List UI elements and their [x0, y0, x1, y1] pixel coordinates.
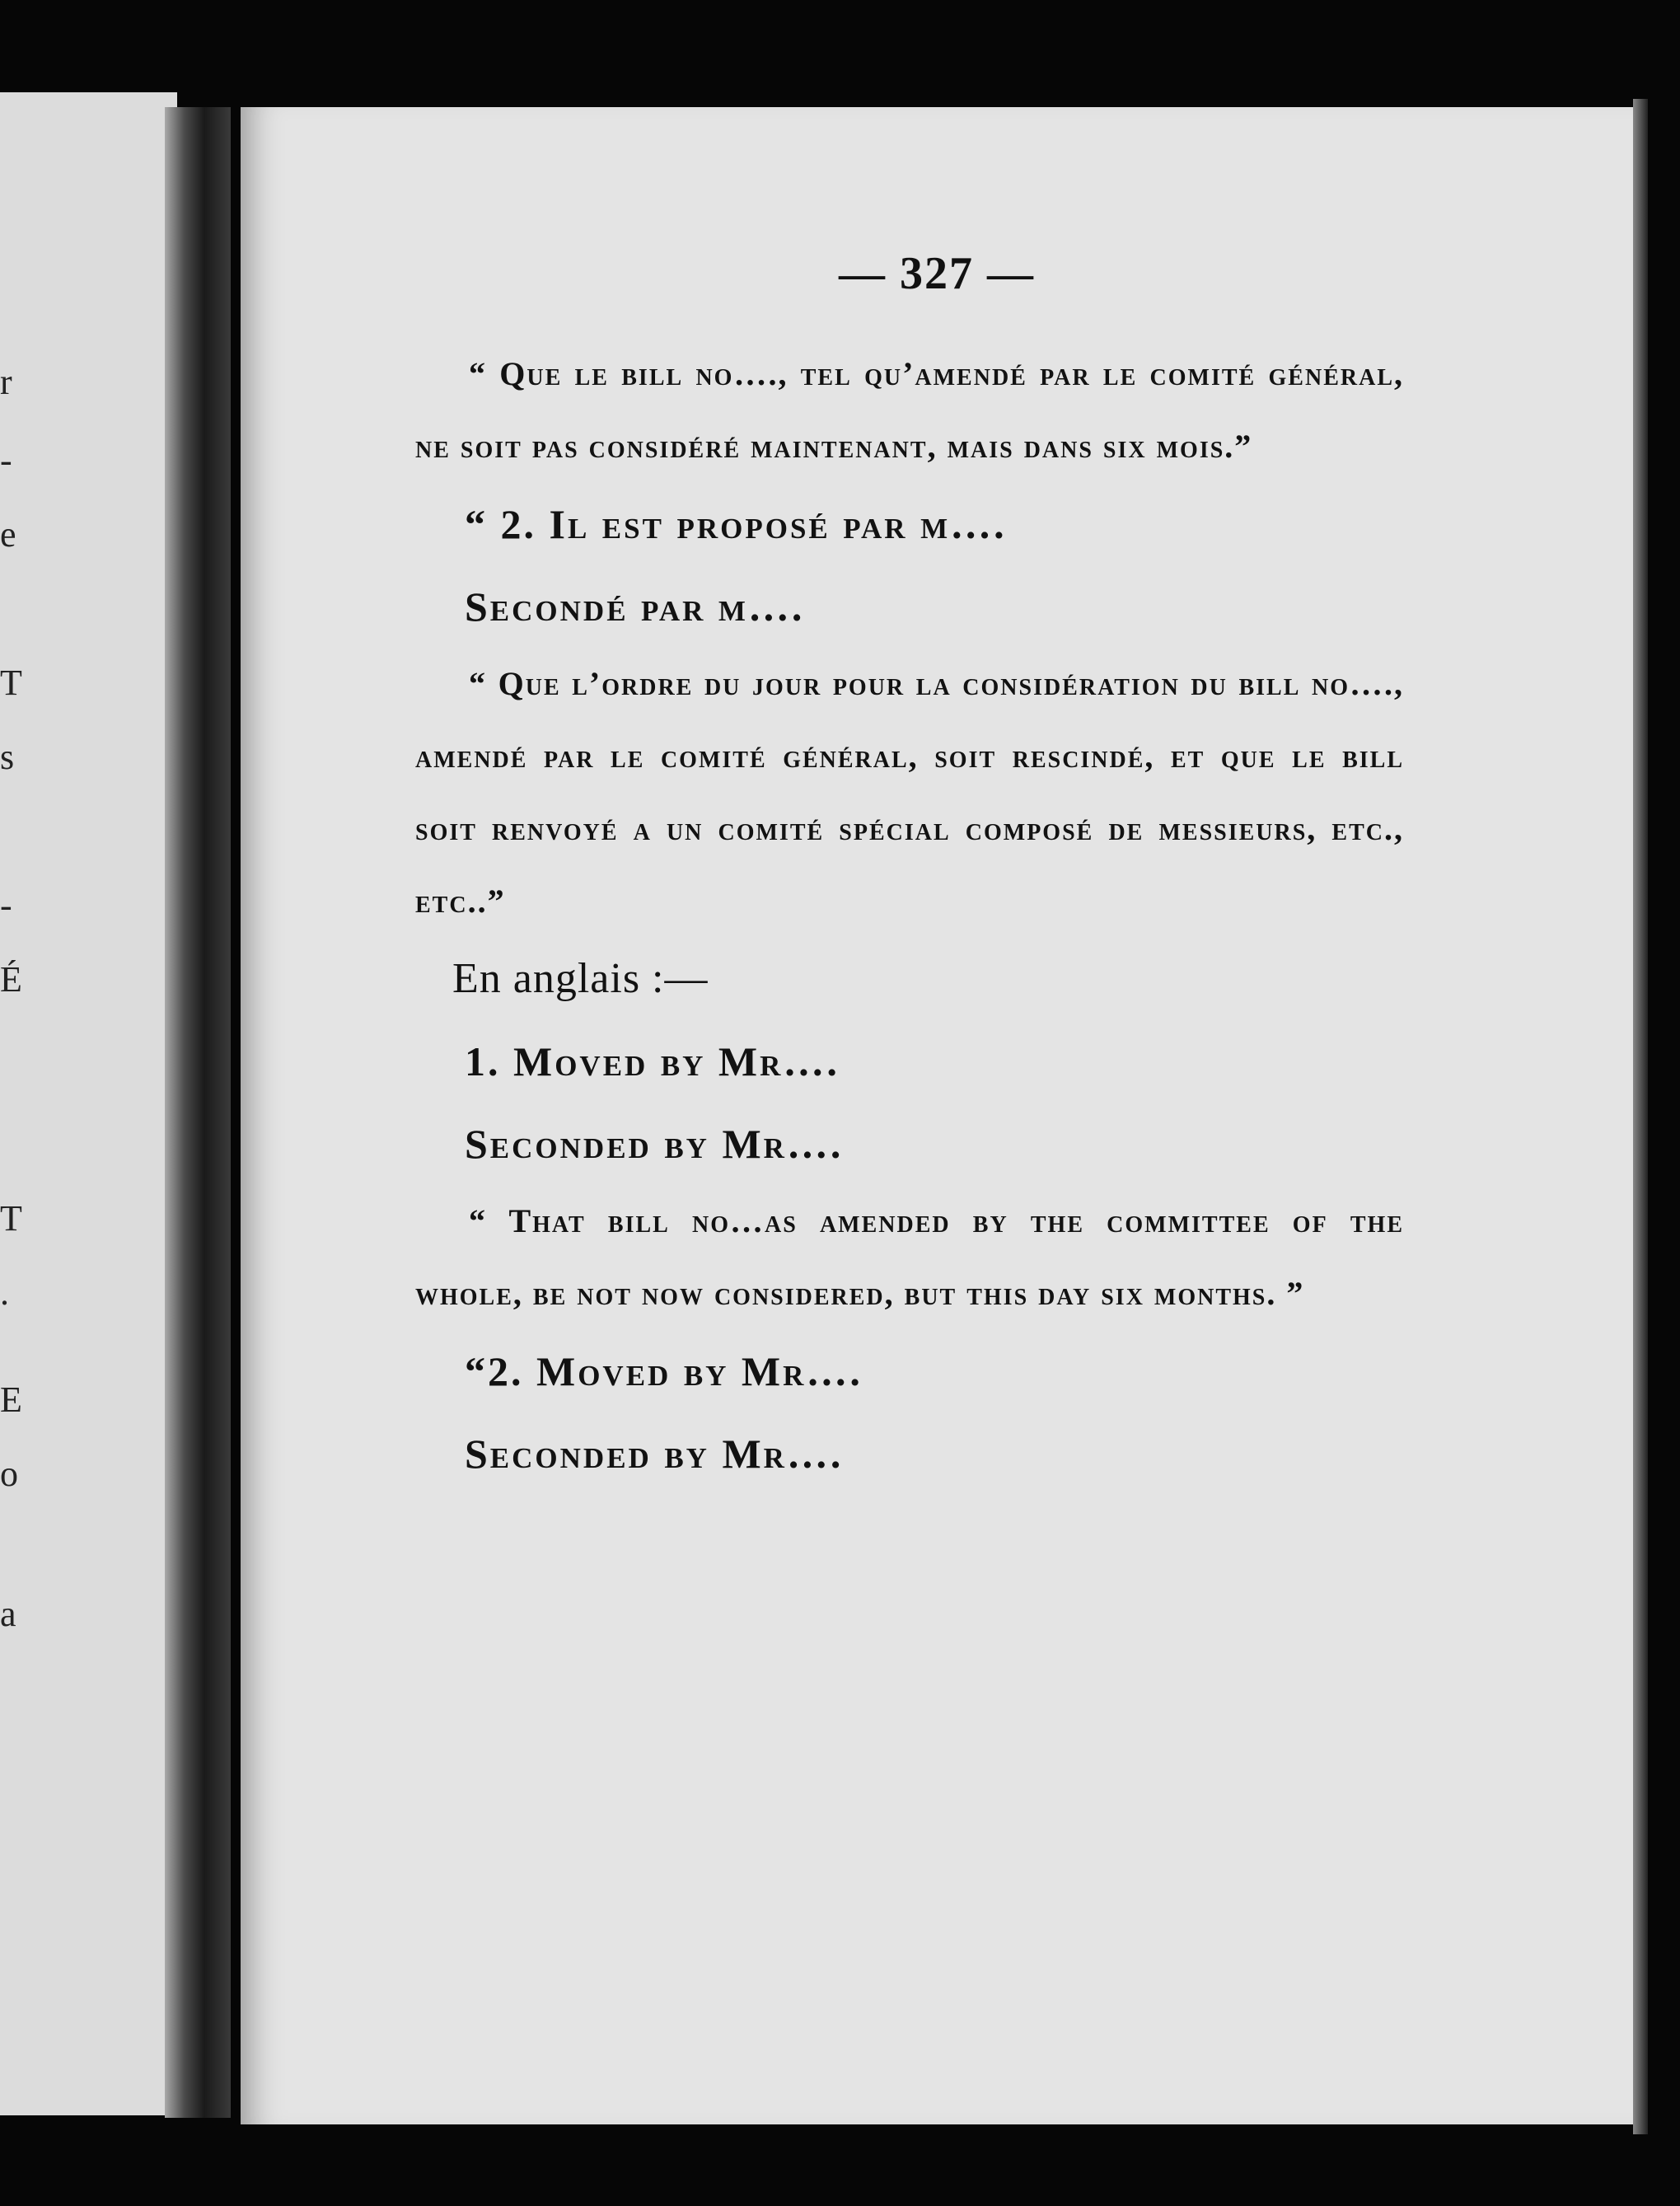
line-en-anglais: En anglais :— [452, 955, 709, 1002]
line-seconded-fr: Secondé par m…. [465, 583, 805, 630]
edge-letter: s [0, 737, 15, 777]
line-moved-2: “2. Moved by Mr…. [465, 1348, 863, 1394]
edge-letter: É [0, 959, 22, 1000]
line-seconded-en-1: Seconded by Mr…. [465, 1121, 844, 1167]
current-page [241, 107, 1633, 2124]
page-number: — 327 — [839, 248, 1035, 299]
edge-letter: - [0, 885, 12, 925]
line-seconded-en-2: Seconded by Mr…. [465, 1431, 844, 1477]
line-proposed-2: “ 2. Il est proposé par m…. [465, 501, 1007, 547]
edge-letter: T [0, 663, 22, 703]
edge-letter: r [0, 362, 12, 402]
edge-letter: E [0, 1379, 22, 1420]
edge-letter: - [0, 440, 12, 480]
line-moved-1: 1. Moved by Mr…. [465, 1038, 840, 1084]
paragraph-french-motion-1: “ Que le bill no…., tel qu’amendé par le comité général, ne soit pas considéré maintenant, mais dans six mois.” [415, 355, 1404, 465]
edge-letter: T [0, 1198, 22, 1239]
edge-letter: a [0, 1594, 16, 1634]
paragraph-french-motion-2: “ Que l’ordre du jour pour la considération du bill no…., amendé par le comité général, soit rescindé, et que le bill soit renvoyé a un comité spécial composé de messieurs, etc., etc..” [415, 665, 1404, 920]
page-text [415, 338, 1404, 1495]
book-gutter [165, 107, 231, 2118]
edge-letter: o [0, 1454, 18, 1494]
previous-page-edge [0, 92, 177, 2115]
paragraph-english-motion: “ That bill no…as amended by the committee of the whole, be not now considered, but this day six months. ” [415, 1202, 1404, 1312]
page-right-edge [1633, 99, 1648, 2134]
edge-letter: . [0, 1272, 9, 1313]
edge-letter: e [0, 514, 16, 555]
